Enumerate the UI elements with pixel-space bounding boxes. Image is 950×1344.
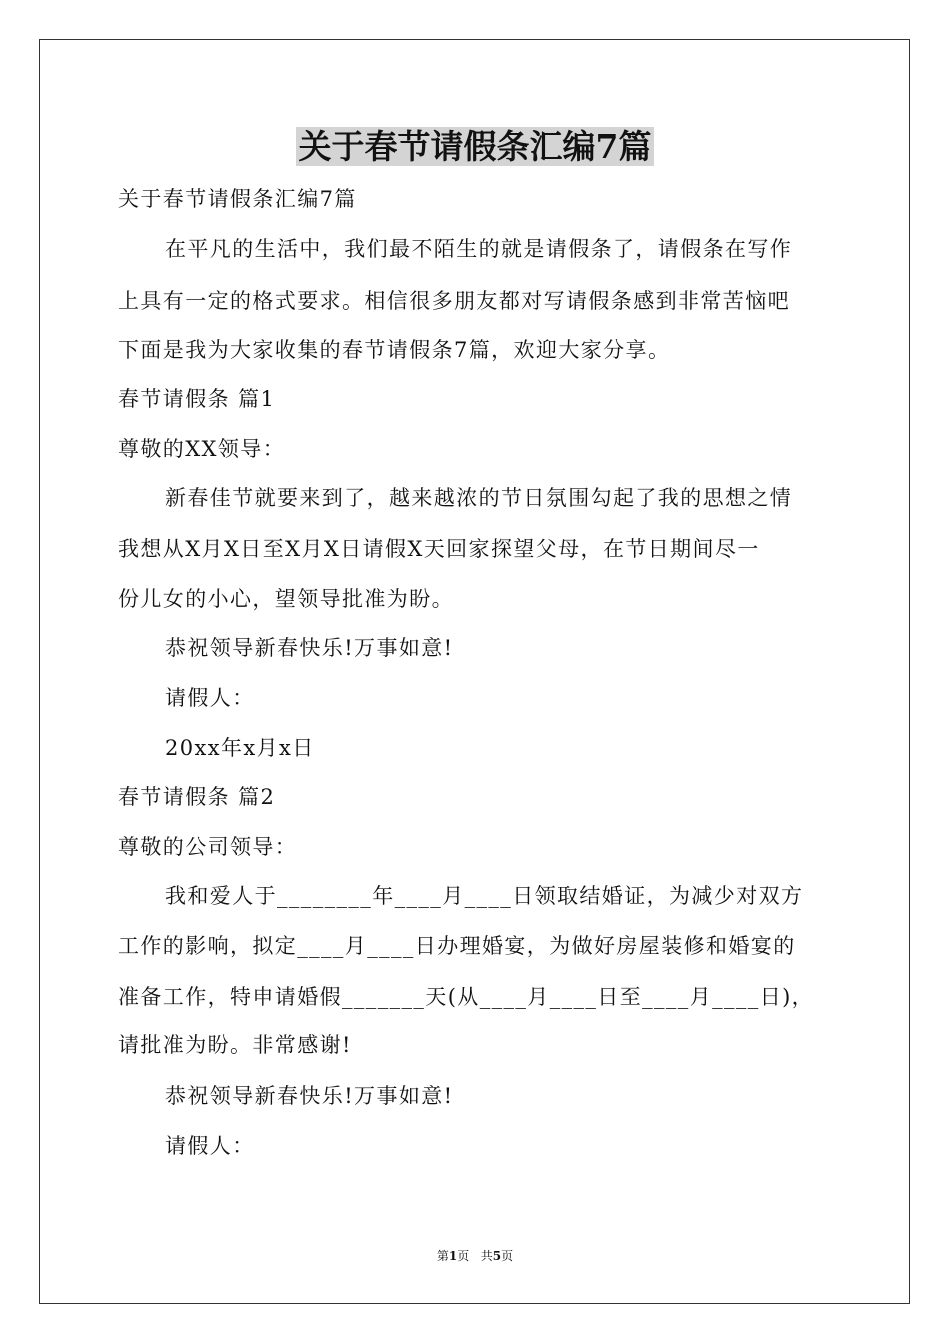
footer-total-number: 5	[492, 1249, 502, 1263]
intro-line-1: 在平凡的生活中，我们最不陌生的就是请假条了，请假条在写作	[165, 237, 793, 261]
section2-wishes: 恭祝领导新春快乐!万事如意!	[165, 1084, 454, 1108]
section2-body-line-4: 请批准为盼。非常感谢!	[118, 1033, 352, 1057]
document-title-text: 关于春节请假条汇编7篇	[296, 127, 655, 166]
footer-page-suffix: 页	[457, 1249, 470, 1263]
section1-signer: 请假人：	[165, 686, 255, 710]
document-subtitle: 关于春节请假条汇编7篇	[118, 187, 357, 211]
section2-body-line-1: 我和爱人于________年____月____日领取结婚证，为减少对双方	[165, 884, 804, 908]
section1-body-line-3: 份儿女的小心，望领导批准为盼。	[118, 587, 454, 611]
section1-body-line-2: 我想从X月X日至X月X日请假X天回家探望父母，在节日期间尽一	[118, 537, 760, 561]
intro-line-2: 上具有一定的格式要求。相信很多朋友都对写请假条感到非常苦恼吧	[118, 289, 790, 313]
section1-body-line-1: 新春佳节就要来到了，越来越浓的节日氛围勾起了我的思想之情	[165, 486, 793, 510]
section2-signer: 请假人：	[165, 1134, 255, 1158]
section2-body-line-3: 准备工作，特申请婚假_______天(从____月____日至____月____日)，	[118, 985, 815, 1009]
intro-line-3: 下面是我为大家收集的春节请假条7篇，欢迎大家分享。	[118, 338, 671, 362]
section1-heading: 春节请假条 篇1	[118, 387, 276, 411]
section2-heading: 春节请假条 篇2	[118, 785, 276, 809]
document-title	[0, 122, 950, 172]
page-border	[39, 39, 910, 1304]
footer-page-prefix: 第	[436, 1249, 449, 1263]
page-footer	[0, 1248, 950, 1264]
footer-page-number: 1	[448, 1249, 458, 1263]
section1-wishes: 恭祝领导新春快乐!万事如意!	[165, 636, 454, 660]
section1-salutation: 尊敬的XX领导：	[118, 437, 286, 461]
footer-total-prefix: 共	[480, 1249, 493, 1263]
section2-salutation: 尊敬的公司领导：	[118, 835, 298, 859]
section2-body-line-2: 工作的影响，拟定____月____日办理婚宴，为做好房屋装修和婚宴的	[118, 934, 796, 958]
footer-total-suffix: 页	[501, 1249, 514, 1263]
section1-date: 20xx年x月x日	[165, 736, 315, 760]
